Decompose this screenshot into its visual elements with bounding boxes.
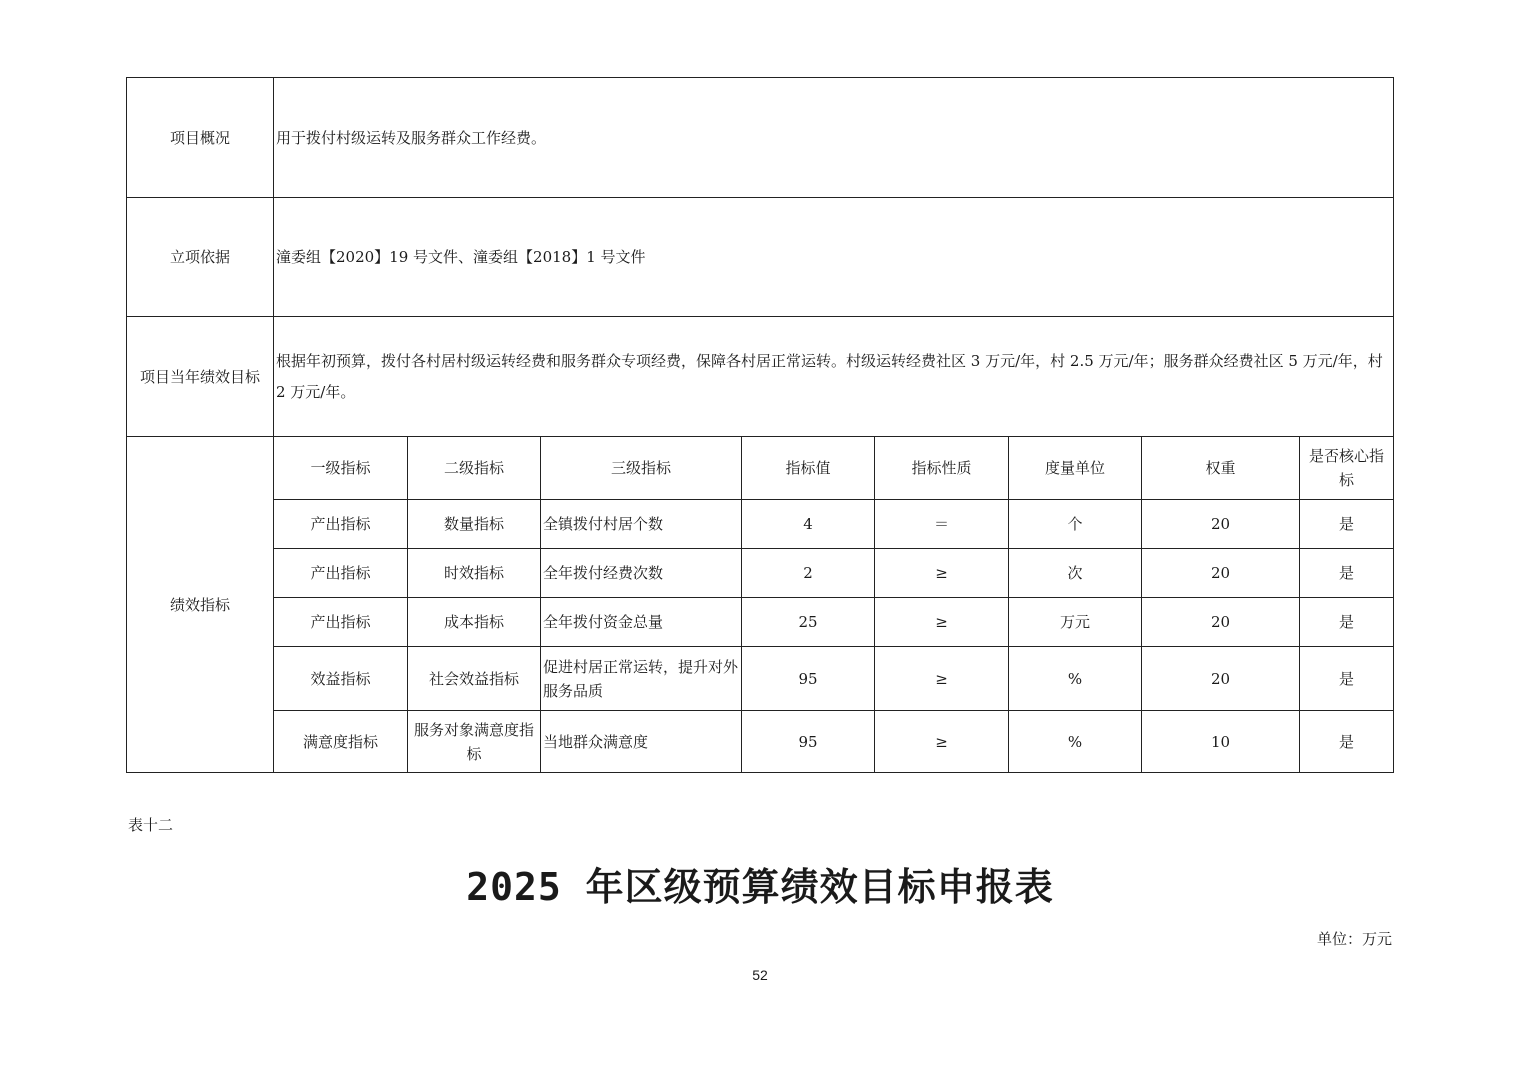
level3-cell: 促进村居正常运转，提升对外服务品质 [541,647,742,711]
header-cell: 指标值 [742,437,875,500]
value-cell: 95 [742,711,875,773]
value-cell: 2 [742,549,875,598]
nature-cell: ≥ [875,647,1009,711]
nature-cell: ≥ [875,598,1009,647]
level2-cell: 数量指标 [408,500,541,549]
weight-cell: 20 [1142,647,1300,711]
table-note: 表十二 [128,816,174,834]
core-cell: 是 [1300,598,1394,647]
unit-cell: 次 [1009,549,1142,598]
level1-cell: 产出指标 [274,598,408,647]
goal-content: 根据年初预算，拨付各村居村级运转经费和服务群众专项经费，保障各村居正常运转。村级运转经费社区 3 万元/年，村 2.5 万元/年；服务群众经费社区 5 万元/年，村 2 万元/年。 [274,317,1394,437]
header-cell: 是否核心指标 [1300,437,1394,500]
indicator-row [127,549,1394,598]
level3-cell: 当地群众满意度 [541,711,742,773]
page-title: 2025 年区级预算绩效目标申报表 [466,865,1054,909]
nature-cell: ≥ [875,549,1009,598]
level2-cell: 成本指标 [408,598,541,647]
level2-cell: 社会效益指标 [408,647,541,711]
header-cell: 一级指标 [274,437,408,500]
unit-cell: 个 [1009,500,1142,549]
basis-row [127,198,1394,317]
page-number: 52 [752,967,768,983]
core-cell: 是 [1300,500,1394,549]
indicator-row [127,500,1394,549]
level1-cell: 满意度指标 [274,711,408,773]
value-cell: 25 [742,598,875,647]
header-cell: 三级指标 [541,437,742,500]
level3-cell: 全镇拨付村居个数 [541,500,742,549]
core-cell: 是 [1300,711,1394,773]
unit-label: 单位：万元 [1316,930,1392,948]
level2-cell: 时效指标 [408,549,541,598]
level1-cell: 效益指标 [274,647,408,711]
level3-cell: 全年拨付经费次数 [541,549,742,598]
unit-cell: % [1009,711,1142,773]
value-cell: 95 [742,647,875,711]
nature-cell: ＝ [875,500,1009,549]
nature-cell: ≥ [875,711,1009,773]
value-cell: 4 [742,500,875,549]
weight-cell: 10 [1142,711,1300,773]
header-cell: 权重 [1142,437,1300,500]
header-cell: 指标性质 [875,437,1009,500]
indicator-row [127,711,1394,773]
goal-label: 项目当年绩效目标 [127,317,274,437]
indicators-label: 绩效指标 [127,437,274,773]
level3-cell: 全年拨付资金总量 [541,598,742,647]
overview-content: 用于拨付村级运转及服务群众工作经费。 [274,78,1394,198]
header-cell: 度量单位 [1009,437,1142,500]
unit-cell: 万元 [1009,598,1142,647]
level1-cell: 产出指标 [274,549,408,598]
header-cell: 二级指标 [408,437,541,500]
weight-cell: 20 [1142,500,1300,549]
basis-content: 潼委组【2020】19 号文件、潼委组【2018】1 号文件 [274,198,1394,317]
indicator-row [127,598,1394,647]
core-cell: 是 [1300,549,1394,598]
indicator-row [127,647,1394,711]
level1-cell: 产出指标 [274,500,408,549]
core-cell: 是 [1300,647,1394,711]
indicator-header-row [127,437,1394,500]
overview-row [127,78,1394,198]
weight-cell: 20 [1142,549,1300,598]
goal-row [127,317,1394,437]
weight-cell: 20 [1142,598,1300,647]
level2-cell: 服务对象满意度指标 [408,711,541,773]
unit-cell: % [1009,647,1142,711]
overview-label: 项目概况 [127,78,274,198]
basis-label: 立项依据 [127,198,274,317]
project-info-table [126,77,1394,773]
